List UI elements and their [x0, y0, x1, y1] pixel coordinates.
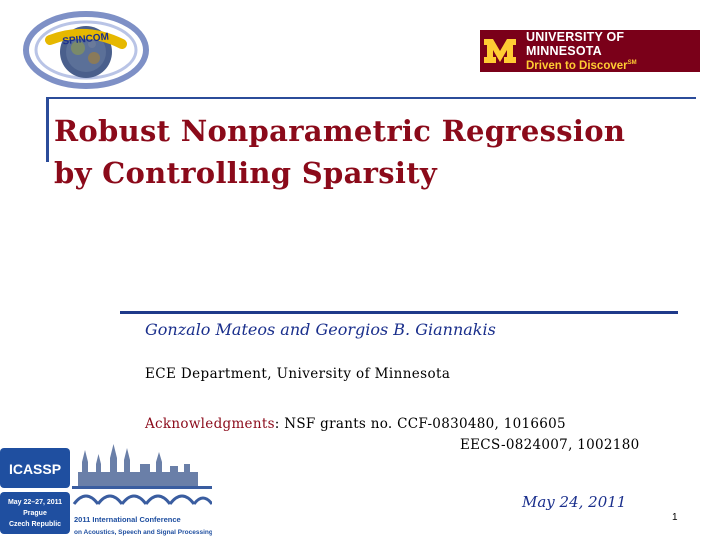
icassp-logo-country: Czech Republic — [8, 521, 62, 528]
presentation-date: May 24, 2011 — [522, 493, 627, 511]
spincom-logo — [22, 8, 150, 92]
acknowledgments-label: Acknowledgments — [145, 416, 275, 432]
umn-logo — [480, 30, 700, 72]
icassp-logo-conference-line-1: 2011 International Conference — [74, 515, 181, 524]
slide-title-line-2: by Controlling Sparsity — [54, 156, 438, 190]
acknowledgments-line-1: NSF grants no. CCF-0830480, 1016605 — [284, 416, 566, 432]
title-left-rule — [46, 97, 49, 162]
icassp-logo-city: Prague — [23, 510, 47, 517]
slide-title-line-1: Robust Nonparametric Regression — [54, 114, 626, 148]
page-number: 1 — [672, 512, 678, 523]
icassp-logo — [0, 442, 212, 540]
title-top-rule — [46, 97, 696, 99]
acknowledgments: Acknowledgments: NSF grants no. CCF-0830480, 1016605 — [145, 416, 566, 432]
icassp-logo-name: ICASSP — [8, 461, 62, 477]
department: ECE Department, University of Minnesota — [145, 366, 451, 382]
umn-logo-tagline: Driven to Discover — [526, 60, 628, 72]
acknowledgments-line-2: EECS-0824007, 1002180 — [460, 437, 640, 453]
spincom-logo-text: SPINCOM — [61, 31, 110, 48]
umn-logo-name: UNIVERSITY OF MINNESOTA — [526, 30, 625, 58]
slide-title — [54, 110, 720, 194]
authors: Gonzalo Mateos and Georgios B. Giannakis — [145, 320, 496, 339]
umn-m-mark-icon — [480, 30, 520, 72]
icassp-logo-conference-line-2: on Acoustics, Speech and Signal Processing — [74, 529, 212, 536]
umn-logo-service-mark: SM — [627, 60, 637, 67]
author-rule — [120, 311, 678, 314]
icassp-logo-dates: May 22–27, 2011 — [7, 499, 63, 506]
